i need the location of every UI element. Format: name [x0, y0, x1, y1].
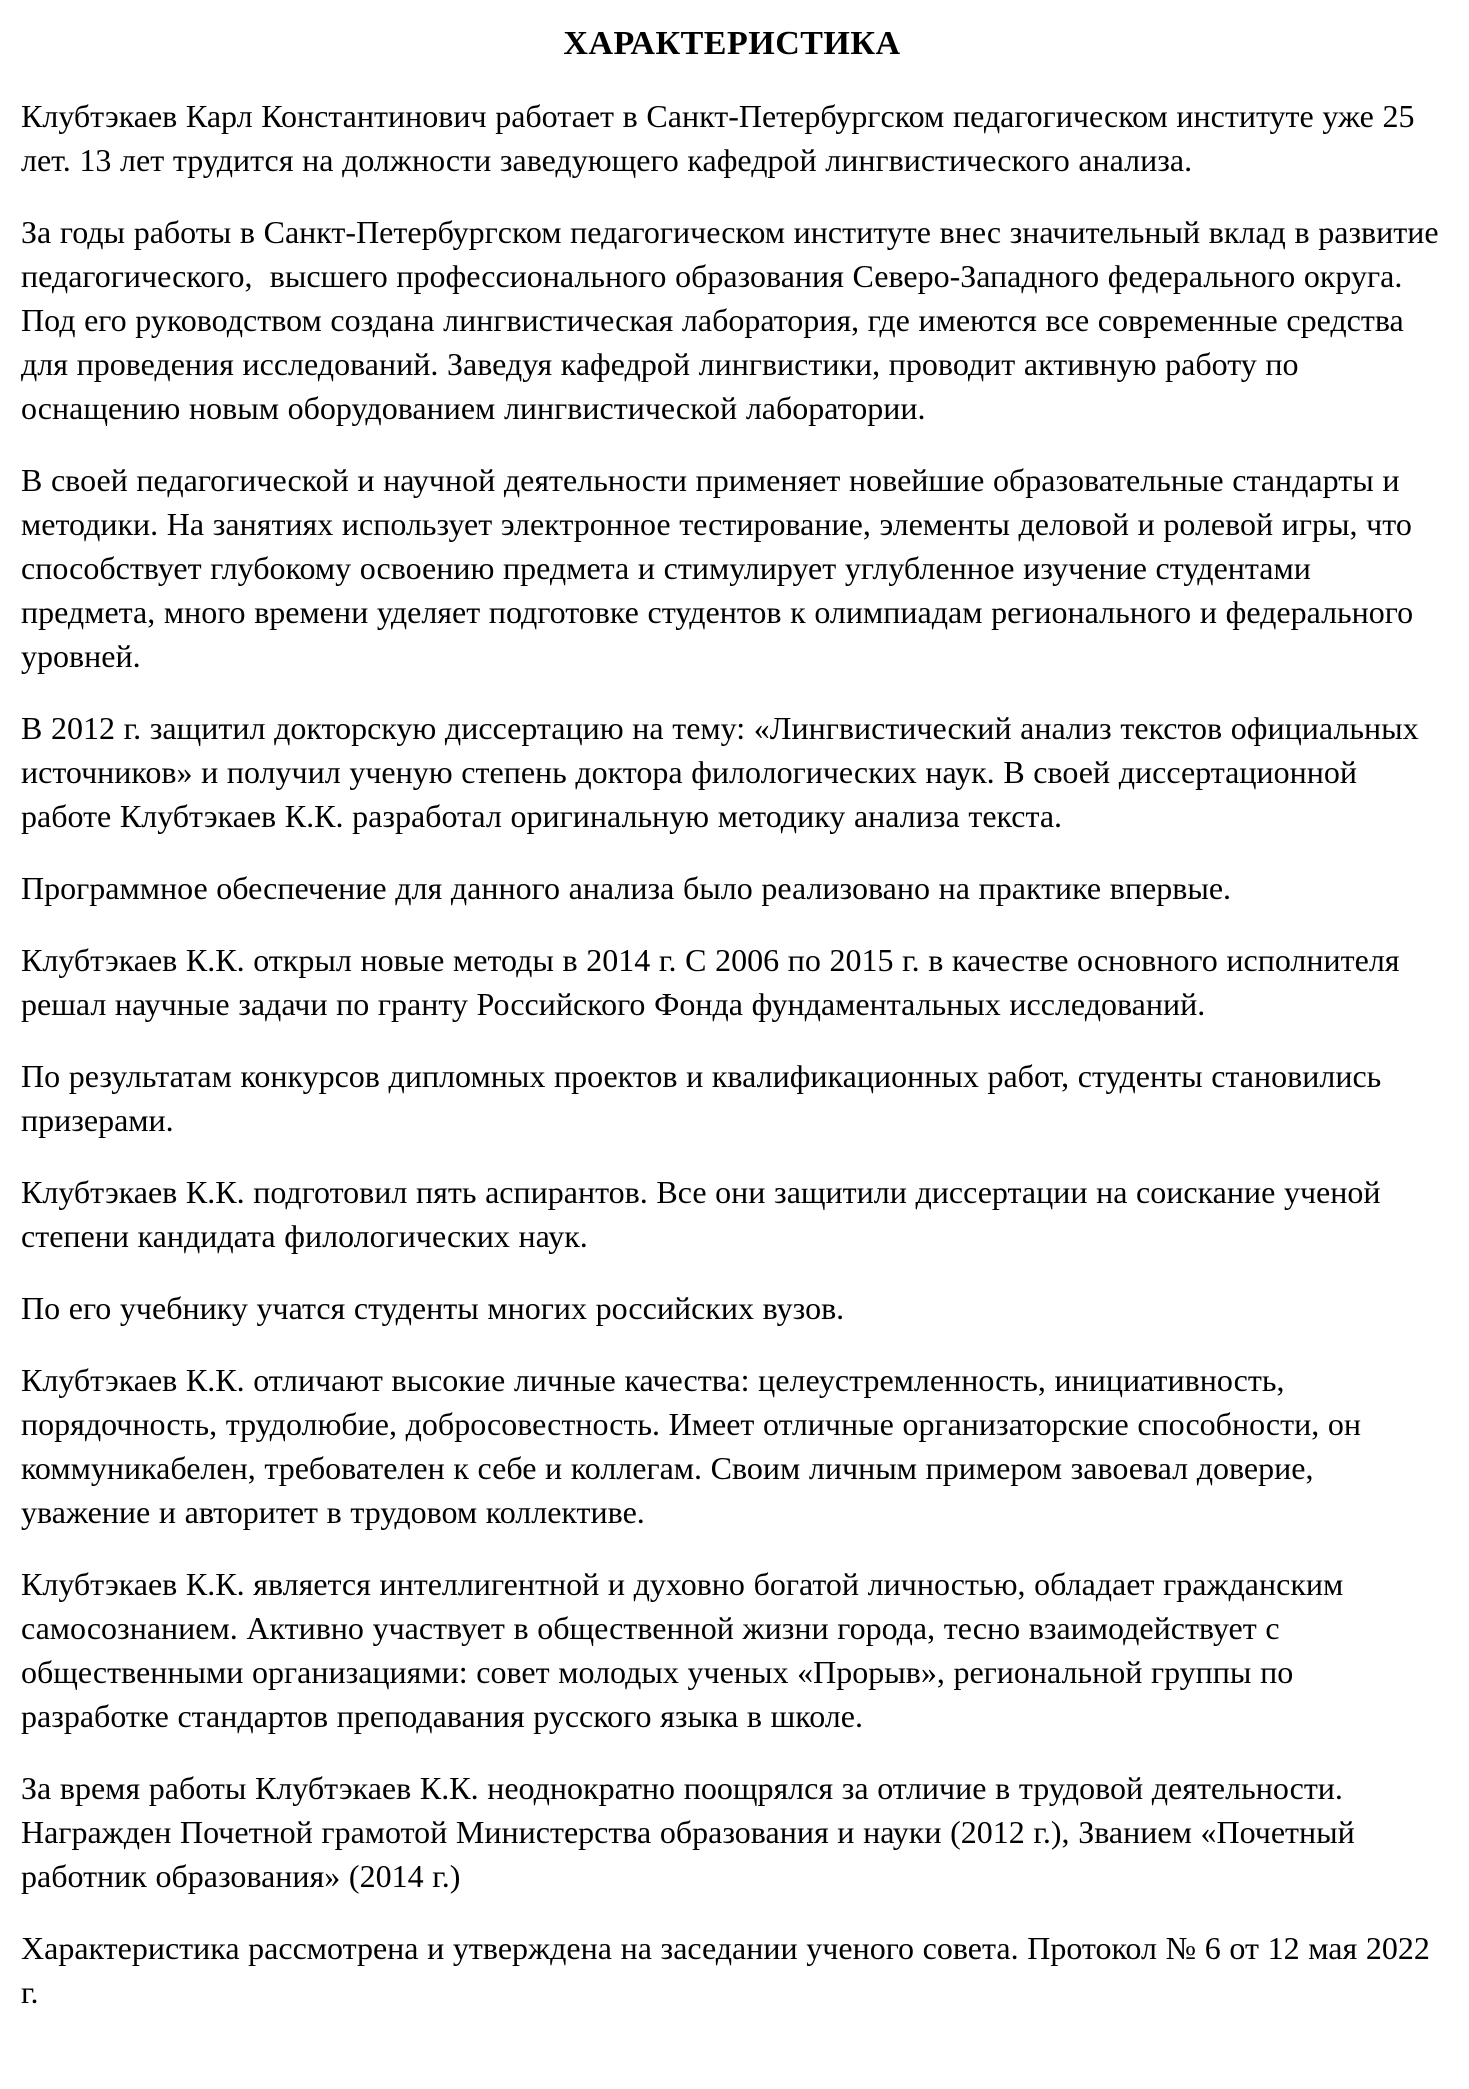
paragraph-personal-qualities: Клубтэкаев К.К. отличают высокие личные качества: целеустремленность, инициативность, порядочность, трудолюбие, добросовестность. Имеет отличные организаторские способности, он коммуникабелен, требователен к себе и коллегам. Своим личным примером завоевал доверие, уважение и авторитет в трудовом коллективе.: [21, 1362, 1370, 1530]
paragraph-awards: За время работы Клубтэкаев К.К. неоднократно поощрялся за отличие в трудовой деятельности. Награжден Почетной грамотой Министерства образования и науки (2012 г.), Званием «Почетный работник образования» (2014 г.): [21, 1770, 1364, 1894]
paragraph-public-life: Клубтэкаев К.К. является интеллигентной и духовно богатой личностью, обладает гражданским самосознанием. Активно участвует в общественной жизни города, тесно взаимодействует с общественными организациями: совет молодых ученых «Прорыв», региональной группы по разработке стандартов преподавания русского языка в школе.: [21, 1566, 1352, 1734]
paragraph-software: Программное обеспечение для данного анализа было реализовано на практике впервые.: [21, 870, 1232, 906]
paragraph-intro: Клубтэкаев Карл Константинович работает в Санкт-Петербургском педагогическом институте уже 25 лет. 13 лет трудится на должности заведующего кафедрой лингвистического анализа.: [21, 98, 1424, 178]
paragraph-aspirants: Клубтэкаев К.К. подготовил пять аспирантов. Все они защитили диссертации на соискание ученой степени кандидата филологических наук.: [21, 1174, 1390, 1254]
paragraph-teaching-methods: В своей педагогической и научной деятельности применяет новейшие образовательные стандарты и методики. На занятиях использует электронное тестирование, элементы деловой и ролевой игры, что способствует глубокому освоению предмета и стимулирует углубленное изучение студентами предмета, много времени уделяет подготовке студентов к олимпиадам регионального и федерального уровней.: [21, 462, 1422, 674]
paragraph-grants: Клубтэкаев К.К. открыл новые методы в 2014 г. С 2006 по 2015 г. в качестве основного исполнителя решал научные задачи по гранту Российского Фонда фундаментальных исследований.: [21, 942, 1409, 1022]
document-title: ХАРАКТЕРИСТИКА: [563, 25, 901, 62]
paragraph-dissertation: В 2012 г. защитил докторскую диссертацию на тему: «Лингвистический анализ текстов официальных источников» и получил ученую степень доктора филологических наук. В своей диссертационной работе Клубтэкаев К.К. разработал оригинальную методику анализа текста.: [21, 710, 1428, 834]
paragraph-contests: По результатам конкурсов дипломных проектов и квалификационных работ, студенты становились призерами.: [21, 1058, 1390, 1138]
paragraph-contribution: За годы работы в Санкт-Петербургском педагогическом институте внес значительный вклад в развитие педагогического, высшего профессионального образования Северо-Западного федерального округа. Под его руководством создана лингвистическая лаборатория, где имеются все современные средства для проведения исследований. Заведуя кафедрой лингвистики, проводит активную работу по оснащению новым оборудованием лингвистической лаборатории.: [21, 214, 1448, 426]
paragraph-approval: Характеристика рассмотрена и утверждена на заседании ученого совета. Протокол № 6 от 12 мая 2022 г.: [21, 1930, 1439, 2010]
paragraph-textbook: По его учебнику учатся студенты многих российских вузов.: [21, 1290, 845, 1326]
